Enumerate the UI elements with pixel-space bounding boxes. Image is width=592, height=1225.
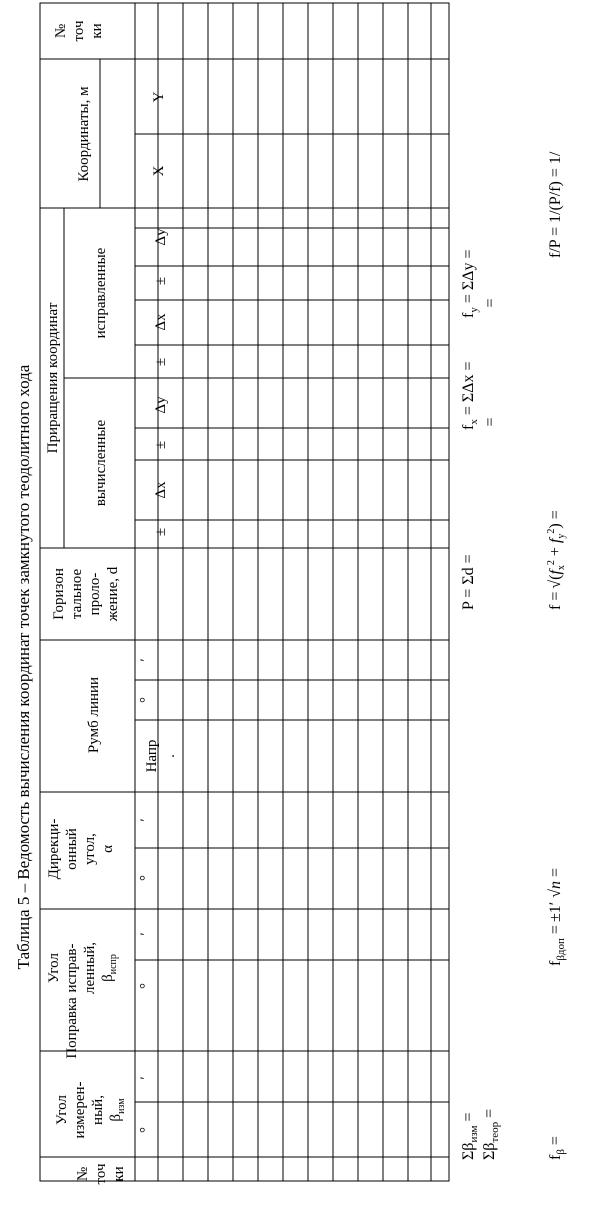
formula-f-beta: $f_\beta=$ bbox=[547, 1136, 567, 1160]
svg-text:ный,: ный, bbox=[90, 1095, 106, 1125]
header-point-no bbox=[75, 1163, 127, 1184]
svg-text:Дирекци-: Дирекци- bbox=[46, 818, 62, 880]
svg-text:Угол: Угол bbox=[46, 953, 62, 983]
svg-text:угол,: угол, bbox=[82, 833, 98, 865]
rumb-degree: ° bbox=[138, 697, 154, 703]
dir-minute: ′ bbox=[138, 818, 154, 822]
corr-minute: ′ bbox=[138, 932, 154, 936]
corr-degree: ° bbox=[138, 983, 154, 989]
svg-text:ленный,: ленный, bbox=[82, 941, 98, 995]
header-corrected-angle bbox=[46, 942, 119, 994]
svg-text:точ: точ bbox=[71, 20, 87, 42]
header-computed: вычисленные bbox=[93, 419, 109, 507]
svg-text:онный: онный bbox=[64, 828, 80, 870]
formula-fx: $f_x= \Sigma\Delta x$ = bbox=[460, 361, 480, 430]
sub-dy-corr: Δy bbox=[153, 228, 169, 246]
formula-sum-beta-meas: $\Sigma\beta_{изм}=$ bbox=[460, 1112, 480, 1160]
svg-text:βизм: $\beta_{изм}$ bbox=[108, 1098, 127, 1122]
header-correction: Поправка bbox=[64, 997, 80, 1059]
rumb-minute: ′ bbox=[138, 658, 154, 662]
svg-text:проло-: проло- bbox=[87, 572, 103, 616]
sub-dy-comp: Δy bbox=[153, 396, 169, 414]
svg-text:точ: точ bbox=[93, 1163, 109, 1185]
svg-text:исправ-: исправ- bbox=[64, 943, 80, 993]
formula-f: $f =√(f_x^2 + f_y^2)$ = bbox=[546, 510, 567, 610]
formula-relative: f/P = 1/(P/f) = 1/ bbox=[547, 151, 564, 258]
header-distance bbox=[51, 566, 121, 622]
sub-dx-corr: Δx bbox=[153, 313, 169, 331]
formulas bbox=[460, 151, 567, 1160]
sub-pm-2: ± bbox=[153, 357, 169, 367]
formula-fy-eq: = bbox=[482, 298, 499, 308]
header-Y: Y bbox=[151, 91, 167, 103]
svg-text:ки: ки bbox=[89, 23, 105, 39]
header-point-no-end bbox=[53, 20, 105, 41]
svg-text:Горизон: Горизон bbox=[51, 568, 67, 620]
svg-text:№: № bbox=[75, 1166, 91, 1182]
meas-minute: ′ bbox=[138, 1076, 154, 1080]
header-increments: Приращения координат bbox=[45, 302, 61, 454]
rumb-dir bbox=[144, 740, 178, 773]
header-coordinates: Координаты, м bbox=[76, 86, 92, 182]
sub-dx-comp: Δx bbox=[153, 481, 169, 499]
sub-pm-1: ± bbox=[153, 276, 169, 286]
formula-sum-beta-theor: $\Sigma\beta_{теор}=$ bbox=[481, 1108, 501, 1160]
svg-text:измерен-: измерен- bbox=[72, 1081, 88, 1139]
header-measured-angle bbox=[54, 1081, 127, 1138]
sub-pm-4: ± bbox=[153, 527, 169, 537]
svg-text:βиспр: $\beta_{испр}$ bbox=[100, 954, 119, 982]
header-corrected: исправленные bbox=[93, 247, 109, 339]
svg-text:№: № bbox=[53, 23, 69, 39]
formula-perimeter: P = Σd = bbox=[460, 554, 477, 610]
svg-text:.: . bbox=[162, 754, 178, 758]
table-title: Таблица 5 – Ведомость вычисления координат точек замкнутого теодолитного хода bbox=[14, 364, 33, 970]
svg-text:жение, d: жение, d bbox=[105, 566, 121, 622]
header-rumb: Румб линии bbox=[86, 676, 102, 754]
formula-f-beta-allow: $f_{\beta доп}=\pm 1'√n=$ bbox=[547, 867, 567, 966]
sub-pm-3: ± bbox=[153, 440, 169, 450]
header-X: X bbox=[151, 165, 167, 177]
svg-text:Напр: Напр bbox=[144, 739, 160, 773]
header-direction-angle bbox=[46, 819, 116, 880]
formula-fx-eq: = bbox=[482, 417, 499, 427]
svg-text:ки: ки bbox=[111, 1166, 127, 1182]
formula-fy: $f_y= \Sigma\Delta y$ = bbox=[460, 249, 480, 318]
svg-text:Угол: Угол bbox=[54, 1095, 70, 1125]
meas-degree: ° bbox=[138, 1127, 154, 1133]
dir-degree: ° bbox=[138, 875, 154, 881]
svg-text:тальное: тальное bbox=[69, 568, 85, 620]
svg-text:α: α bbox=[100, 845, 116, 853]
